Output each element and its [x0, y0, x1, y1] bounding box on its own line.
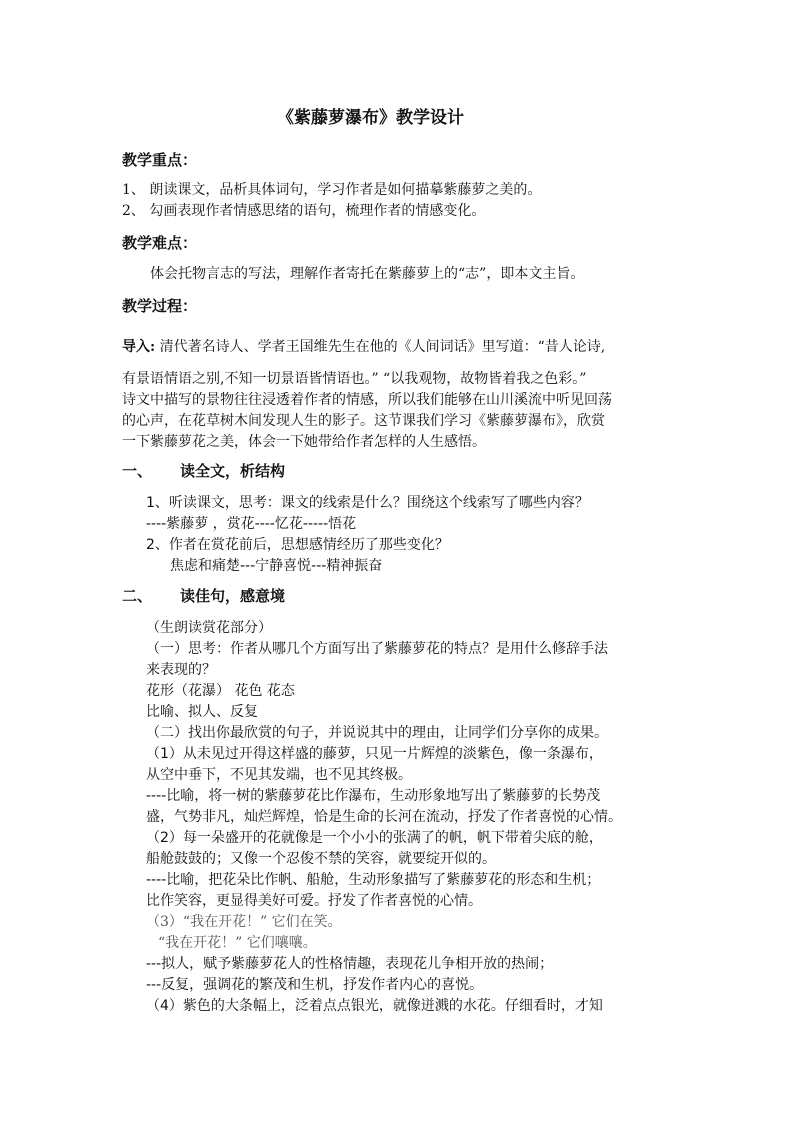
section2-line: ----比喻，将一树的紫藤萝花比作瀑布，生动形象地写出了紫藤萝的长势茂	[146, 788, 601, 804]
section-title: 读全文，析结构	[180, 462, 286, 480]
section-number: 一、	[122, 462, 153, 480]
section2-line: 比喻、拟人、反复	[146, 704, 258, 720]
section2-line: ----比喻，把花朵比作帆、船舱，生动形象描写了紫藤萝花的形态和生机；	[146, 872, 601, 888]
section2-line: （4）紫色的大条幅上，泛着点点银光，就像迸溅的水花。仔细看时，才知	[146, 998, 603, 1014]
intro-text: 清代著名诗人、学者王国维先生在他的《人间词话》里写道：“昔人论诗,	[159, 339, 606, 355]
section1-line: 2、作者在赏花前后，思想感情经历了那些变化？	[146, 537, 449, 553]
section2-line: 船舱鼓鼓的；又像一个忍俊不禁的笑容，就要绽开似的。	[146, 851, 496, 867]
section-title: 读佳句，感意境	[180, 587, 286, 605]
section1-line: 1、听读课文，思考：课文的线索是什么？围绕这个线索写了哪些内容？	[146, 495, 589, 511]
focus-item: 2、 勾画表现作者情感思绪的语句，梳理作者的情感变化。	[122, 203, 486, 219]
difficulty-text: 体会托物言志的写法，理解作者寄托在紫藤萝上的“志”，即本文主旨。	[150, 266, 585, 282]
section2-line: ---反复，强调花的繁茂和生机，抒发作者内心的喜悦。	[146, 977, 484, 993]
section-heading	[122, 461, 285, 481]
section2-line: 花形（花瀑） 花色 花态	[146, 683, 295, 699]
section2-line: （生朗读赏花部分）	[146, 620, 272, 636]
section2-line: （二）找出你最欣赏的句子，并说说其中的理由，让同学们分享你的成果。	[146, 725, 608, 741]
intro-line: 有景语情语之别,不知一切景语皆情语也。” “以我观物，故物皆着我之色彩。”	[122, 371, 587, 387]
section2-line: 盛，气势非凡，灿烂辉煌，恰是生命的长河在流动，抒发了作者喜悦的心情。	[146, 809, 622, 825]
process-heading: 教学过程：	[122, 297, 198, 315]
section1-line: ----紫藤萝 ，赏花----忆花-----悟花	[146, 516, 357, 532]
section2-line: “我在开花！” 它们嚷嚷。	[158, 935, 317, 951]
focus-item: 1、 朗读课文，品析具体词句，学习作者是如何描摹紫藤萝之美的。	[122, 182, 542, 198]
intro-line: 一下紫藤萝花之美，体会一下她带给作者怎样的人生感悟。	[122, 434, 486, 450]
section2-line: （2）每一朵盛开的花就像是一个小小的张满了的帆，帆下带着尖底的舱，	[146, 830, 603, 846]
section2-line: 来表现的？	[146, 662, 216, 678]
section2-line: （3）“我在开花！” 它们在笑。	[146, 914, 342, 930]
section2-line: （一）思考：作者从哪几个方面写出了紫藤萝花的特点？是用什么修辞手法	[146, 641, 608, 657]
intro-line: 的心声，在花草树木间发现人生的影子。这节课我们学习《紫藤萝瀑布》，欣赏	[122, 413, 605, 429]
section2-line: （1）从未见过开得这样盛的藤萝，只见一片辉煌的淡紫色，像一条瀑布，	[146, 746, 603, 762]
document-title: 《紫藤萝瀑布》教学设计	[277, 108, 464, 128]
section-number: 二、	[122, 587, 153, 605]
section-heading	[122, 586, 285, 606]
section1-line: 焦虑和痛楚---宁静喜悦---精神振奋	[170, 558, 383, 574]
section2-line: ---拟人，赋予紫藤萝花人的性格情趣，表现花儿争相开放的热闹；	[146, 956, 554, 972]
intro-line: 诗文中描写的景物往往浸透着作者的情感，所以我们能够在山川溪流中听见回荡	[122, 392, 612, 408]
intro-label: 导入:	[122, 339, 156, 355]
section2-line: 从空中垂下，不见其发端，也不见其终极。	[146, 767, 412, 783]
intro-line	[122, 338, 605, 356]
focus-heading: 教学重点：	[122, 151, 198, 169]
section2-line: 比作笑容，更显得美好可爱。抒发了作者喜悦的心情。	[146, 893, 482, 909]
difficulty-heading: 教学难点：	[122, 234, 198, 252]
